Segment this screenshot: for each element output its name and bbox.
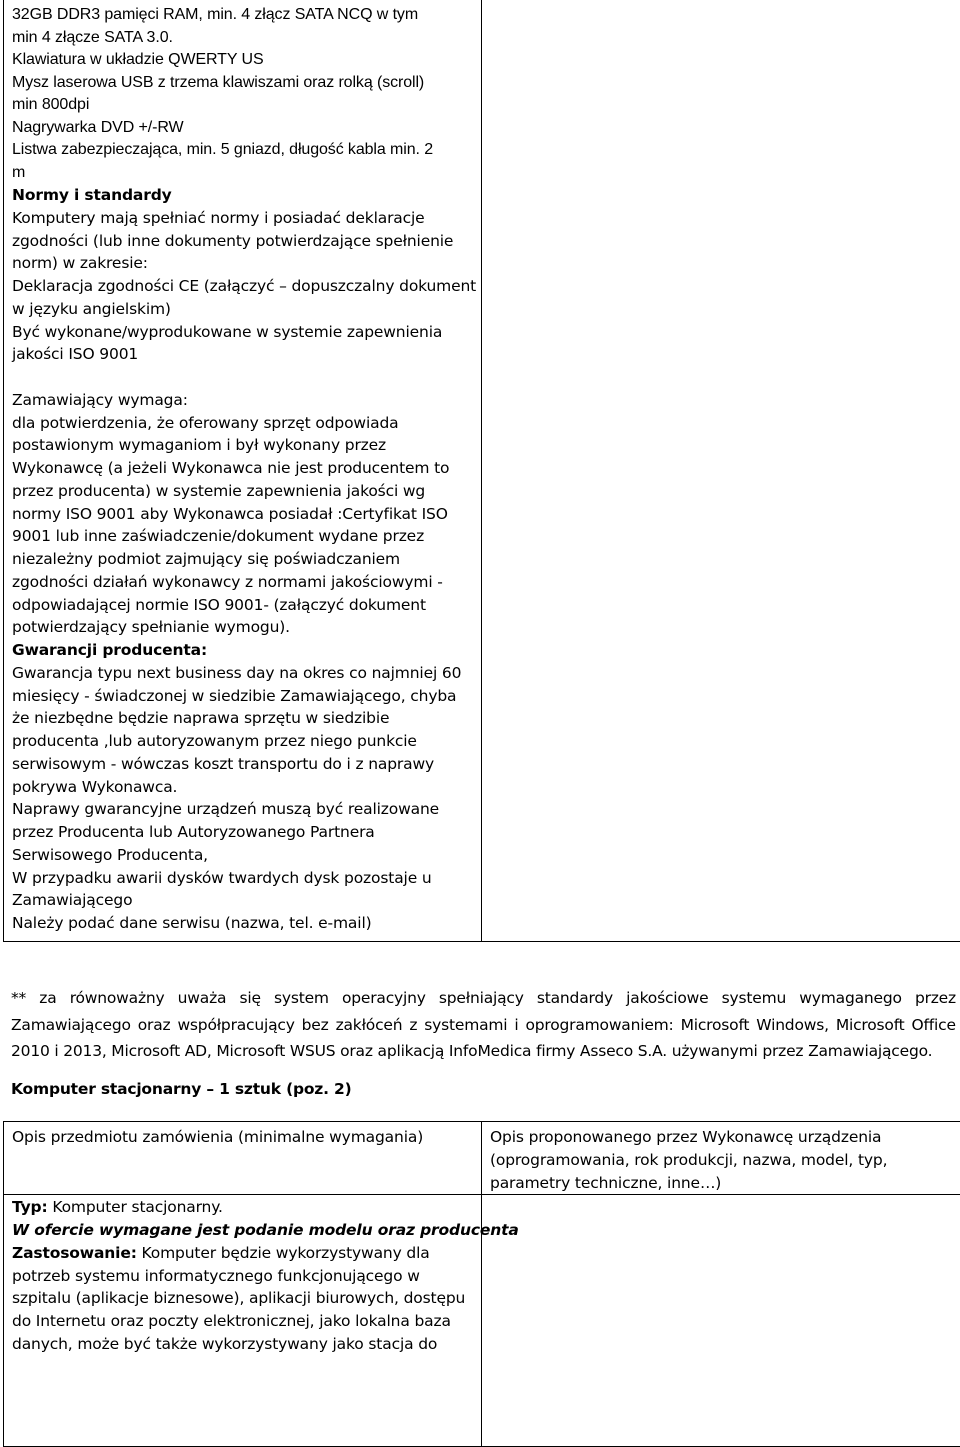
hardware-line: min 800dpi xyxy=(12,94,481,117)
hardware-line: Nagrywarka DVD +/-RW xyxy=(12,117,481,140)
type-value: Komputer stacjonarny. xyxy=(48,1198,223,1216)
right-header-line: parametry techniczne, inne…) xyxy=(490,1172,960,1195)
norms-line: Deklaracja zgodności CE (załączyć – dopuszczalny dokument xyxy=(12,275,481,298)
usage-text xyxy=(12,1265,481,1356)
usage-line: do Internetu oraz poczty elektronicznej, jako lokalna baza xyxy=(12,1310,481,1333)
requirements-cell xyxy=(4,0,482,942)
usage-line: potrzeb systemu informatycznego funkcjonującego w xyxy=(12,1265,481,1288)
footnote-word: operacyjny xyxy=(342,985,426,1012)
footnote-word: spełniający xyxy=(439,985,524,1012)
spec-table-top xyxy=(3,0,960,942)
warranty-line: Serwisowego Producenta, xyxy=(12,844,481,867)
footnote-word: standardy xyxy=(537,985,613,1012)
requirement-line: Wykonawcę (a jeżeli Wykonawca nie jest producentem to xyxy=(12,457,481,480)
hardware-line: Klawiatura w układzie QWERTY US xyxy=(12,49,481,72)
usage-first: Komputer będzie wykorzystywany dla xyxy=(137,1244,430,1262)
right-header-line: Opis proponowanego przez Wykonawcę urządzenia xyxy=(490,1126,960,1149)
footnote-word: Office xyxy=(912,1012,956,1039)
footnote-word: Microsoft xyxy=(681,1012,750,1039)
model-note: W ofercie wymagane jest podanie modelu oraz producenta xyxy=(12,1219,481,1242)
usage-label: Zastosowanie: xyxy=(12,1244,137,1262)
footnote-word: Zamawiającego xyxy=(11,1012,131,1039)
warranty-line: Należy podać dane serwisu (nazwa, tel. e-mail) xyxy=(12,912,481,935)
requirement-line: dla potwierdzenia, że oferowany sprzęt odpowiada xyxy=(12,412,481,435)
warranty-line: W przypadku awarii dysków twardych dysk pozostaje u xyxy=(12,867,481,890)
footnote-word: współpracujący xyxy=(177,1012,294,1039)
requirement-line: postawionym wymaganiom i był wykonany przez xyxy=(12,434,481,457)
warranty-line: Zamawiającego xyxy=(12,889,481,912)
footnote-word: wymaganego xyxy=(799,985,901,1012)
type-line xyxy=(12,1196,481,1219)
warranty-line: miesięcy - świadczonej w siedzibie Zamawiającego, chyba xyxy=(12,685,481,708)
type-label: Typ: xyxy=(12,1198,48,1216)
requirement-line: przez producenta) w systemie zapewnienia jakości wg xyxy=(12,480,481,503)
norms-line: zgodności (lub inne dokumenty potwierdzające spełnienie xyxy=(12,230,481,253)
footnote-word: jakościowe xyxy=(626,985,708,1012)
footnote-word: i xyxy=(514,1012,518,1039)
footnote-line-3: 2010 i 2013, Microsoft AD, Microsoft WSUS oraz aplikacją InfoMedica firmy Asseco S.A. używanymi przez Zamawiającego. xyxy=(11,1038,956,1065)
warranty-line: producenta ,lub autoryzowanym przez niego punkcie xyxy=(12,730,481,753)
hardware-line: 32GB DDR3 pamięci RAM, min. 4 złącz SATA NCQ w tym xyxy=(12,4,481,27)
footnote-line-2 xyxy=(11,1012,956,1039)
description-cell xyxy=(4,1195,482,1447)
norms-heading: Normy i standardy xyxy=(12,184,481,207)
footnote-word: system xyxy=(274,985,329,1012)
spec-table-bottom xyxy=(3,1121,960,1447)
warranty-line: Naprawy gwarancyjne urządzeń muszą być realizowane xyxy=(12,798,481,821)
requirement-line: niezależny podmiot zajmujący się poświadczaniem xyxy=(12,548,481,571)
requirement-text xyxy=(12,389,481,639)
warranty-line: serwisowym - wówczas koszt transportu do i z naprawy xyxy=(12,753,481,776)
usage-line: szpitalu (aplikacje biznesowe), aplikacji biurowych, dostępu xyxy=(12,1287,481,1310)
footnote-word: bez xyxy=(302,1012,329,1039)
hardware-line: Mysz laserowa USB z trzema klawiszami oraz rolką (scroll) xyxy=(12,72,481,95)
left-header-cell xyxy=(4,1122,482,1195)
requirement-line: 9001 lub inne zaświadczenie/dokument wydane przez xyxy=(12,525,481,548)
warranty-heading: Gwarancji producenta: xyxy=(12,639,481,662)
hardware-line: min 4 złącze SATA 3.0. xyxy=(12,27,481,50)
requirement-line: potwierdzający spełnianie wymogu). xyxy=(12,616,481,639)
footnote-word: z xyxy=(409,1012,417,1039)
footnote-word: za xyxy=(39,985,56,1012)
hardware-list xyxy=(12,4,481,184)
warranty-line: Gwarancja typu next business day na okres co najmniej 60 xyxy=(12,662,481,685)
footnote-word: ** xyxy=(11,985,26,1012)
left-header-text: Opis przedmiotu zamówienia (minimalne wymagania) xyxy=(12,1126,481,1149)
footnote-word: się xyxy=(239,985,260,1012)
footnote-word: Microsoft xyxy=(836,1012,905,1039)
warranty-line: przez Producenta lub Autoryzowanego Partnera xyxy=(12,821,481,844)
right-header-cell xyxy=(482,1122,960,1195)
spacer xyxy=(12,366,481,389)
footnote-word: zakłóceń xyxy=(336,1012,403,1039)
usage-line: danych, może być także wykorzystywany jako stacja do xyxy=(12,1333,481,1356)
footnote-word: Windows, xyxy=(756,1012,829,1039)
norms-line: Komputery mają spełniać normy i posiadać deklaracje xyxy=(12,207,481,230)
warranty-text xyxy=(12,662,481,935)
offer-cell xyxy=(482,0,960,942)
requirement-line: zgodności działań wykonawcy z normami jakościowymi - xyxy=(12,571,481,594)
hardware-line: m xyxy=(12,162,481,185)
footnote-paragraph xyxy=(11,985,956,1065)
footnote-line-1 xyxy=(11,985,956,1012)
usage-line xyxy=(12,1242,481,1265)
warranty-line: pokrywa Wykonawca. xyxy=(12,776,481,799)
norms-line: w języku angielskim) xyxy=(12,298,481,321)
requirement-line: Zamawiający wymaga: xyxy=(12,389,481,412)
norms-line: jakości ISO 9001 xyxy=(12,343,481,366)
requirement-line: odpowiadającej normie ISO 9001- (załączyć dokument xyxy=(12,594,481,617)
right-header-text xyxy=(490,1126,960,1194)
footnote-word: oprogramowaniem: xyxy=(525,1012,673,1039)
footnote-word: systemu xyxy=(722,985,786,1012)
offer-description-cell xyxy=(482,1195,960,1447)
warranty-line: że niezbędne będzie naprawa sprzętu w siedzibie xyxy=(12,707,481,730)
requirement-line: normy ISO 9001 aby Wykonawca posiadał :Certyfikat ISO xyxy=(12,503,481,526)
footnote-word: przez xyxy=(915,985,956,1012)
footnote-word: oraz xyxy=(138,1012,171,1039)
hardware-line: Listwa zabezpieczająca, min. 5 gniazd, długość kabla min. 2 xyxy=(12,139,481,162)
norms-text xyxy=(12,207,481,366)
norms-line: Być wykonane/wyprodukowane w systemie zapewnienia xyxy=(12,321,481,344)
footnote-word: równoważny xyxy=(70,985,165,1012)
footnote-word: systemami xyxy=(424,1012,507,1039)
section-heading: Komputer stacjonarny – 1 sztuk (poz. 2) xyxy=(11,1080,351,1098)
footnote-word: uważa xyxy=(178,985,227,1012)
right-header-line: (oprogramowania, rok produkcji, nazwa, model, typ, xyxy=(490,1149,960,1172)
norms-line: norm) w zakresie: xyxy=(12,252,481,275)
